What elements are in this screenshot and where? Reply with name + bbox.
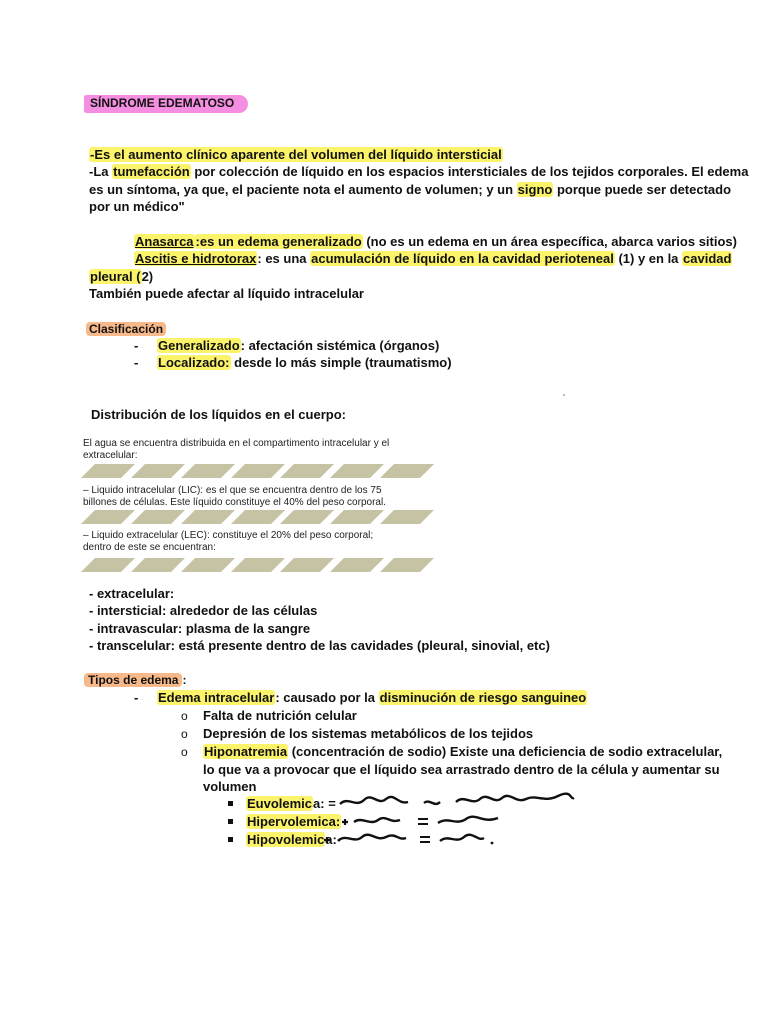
circle-bullet: o bbox=[181, 745, 188, 759]
intro-text: por colección de líquido en los espacios intersticiales de los tejidos corporales. El edema bbox=[190, 164, 749, 179]
title-highlight: SÍNDROME EDEMATOSO bbox=[84, 95, 248, 113]
hiponatremia-line-3: volumen bbox=[203, 779, 257, 794]
note-text: extracelular: bbox=[83, 450, 138, 461]
anasarca-note: (no es un edema en un área específica, abarca varios sitios) bbox=[362, 234, 737, 249]
clasificacion-item-generalizado-text bbox=[157, 337, 439, 355]
level-colon: : bbox=[332, 832, 337, 847]
square-bullet bbox=[228, 837, 233, 842]
dash-bullet: - bbox=[134, 338, 139, 353]
note-text: dentro de este se encuentran: bbox=[83, 542, 216, 553]
hiponatremia-line-1 bbox=[203, 743, 722, 761]
localizado-definition: desde lo más simple (traumatismo) bbox=[230, 355, 452, 370]
intro-text: porque puede ser detectado bbox=[553, 182, 732, 197]
term-signo: signo bbox=[517, 182, 553, 197]
hiponatremia-text: (concentración de sodio) Existe una deficiencia de sodio extracelular, bbox=[288, 744, 723, 759]
circle-bullet: o bbox=[181, 727, 188, 741]
term-cavidad: cavidad bbox=[683, 251, 732, 266]
decorative-stripe-divider bbox=[82, 464, 427, 478]
speck-dot bbox=[563, 394, 565, 396]
intro-text: -La bbox=[89, 164, 113, 179]
dash-bullet: - bbox=[134, 355, 139, 370]
square-bullet bbox=[228, 801, 233, 806]
sub-item: Depresión de los sistemas metabólicos de los tejidos bbox=[203, 726, 534, 741]
note-text: – Liquido extracelular (LEC): constituye el 20% del peso corporal; bbox=[83, 530, 374, 541]
generalizado-definition: : afectación sistémica (órganos) bbox=[240, 338, 440, 353]
note-text: billones de células. Este líquido constituye el 40% del peso corporal. bbox=[83, 497, 386, 508]
page-title bbox=[84, 94, 248, 112]
term-generalizado: Generalizado bbox=[158, 338, 240, 353]
term-euvolemica: Euvolemic bbox=[247, 796, 313, 811]
term-localizado: Localizado: bbox=[158, 355, 230, 370]
ascitis-text: : es una bbox=[257, 251, 311, 266]
tipos-colon: : bbox=[182, 673, 187, 687]
ascitis-definition: acumulación de líquido en la cavidad perioteneal bbox=[311, 251, 614, 266]
intro-definition: -Es el aumento clínico aparente del volumen del líquido intersticial bbox=[90, 147, 502, 162]
square-bullet bbox=[228, 819, 233, 824]
tipos-heading-text: Tipos de edema bbox=[84, 673, 182, 687]
term-edema-intracelular: Edema intracelular bbox=[158, 690, 275, 705]
sub-item: Falta de nutrición celular bbox=[203, 708, 357, 723]
clasificacion-heading bbox=[86, 320, 166, 338]
clasificacion-item-localizado bbox=[134, 354, 138, 372]
clasificacion-item-generalizado bbox=[134, 337, 138, 355]
distribucion-heading bbox=[91, 406, 346, 424]
decorative-stripe-divider bbox=[82, 510, 427, 524]
list-item: - intersticial: alrededor de las células bbox=[89, 603, 318, 618]
handwritten-scribble bbox=[320, 828, 500, 848]
decorative-stripe-divider bbox=[82, 558, 427, 572]
term-anasarca: Anasarca bbox=[135, 234, 194, 249]
term-hipervolemica: Hipervolemica: bbox=[247, 814, 341, 829]
note-text: – Liquido intracelular (LIC): es el que se encuentra dentro de los 75 bbox=[83, 485, 382, 496]
clasificacion-item-localizado-text bbox=[157, 354, 452, 372]
ascitis-text: 2) bbox=[141, 269, 154, 284]
ascitis-line bbox=[134, 250, 732, 268]
list-item: - intravascular: plasma de la sangre bbox=[89, 621, 311, 636]
ascitis-text: (1) y en la bbox=[614, 251, 683, 266]
intro-line-3 bbox=[89, 181, 731, 199]
anasarca-definition: :es un edema generalizado bbox=[195, 234, 362, 249]
circle-bullet: o bbox=[181, 709, 188, 723]
ascitis-line-2 bbox=[89, 268, 153, 286]
distribucion-note-2 bbox=[83, 485, 386, 509]
level-euvolemica bbox=[246, 795, 336, 813]
hiponatremia-line-2: lo que va a provocar que el líquido sea arrastrado dentro de la célula y aumentar su bbox=[203, 762, 720, 777]
anasarca-line bbox=[134, 233, 737, 251]
note-text: El agua se encuentra distribuida en el compartimento intracelular y el bbox=[83, 438, 390, 449]
dash-bullet: - bbox=[134, 690, 139, 705]
distribucion-note-3 bbox=[83, 530, 373, 554]
term-hipovolemica: Hipovolemic bbox=[247, 832, 325, 847]
edema-intracelular-dash bbox=[134, 689, 138, 707]
tipos-heading bbox=[84, 671, 186, 689]
term-pleural: pleural ( bbox=[90, 269, 141, 284]
edema-intracelular-line bbox=[157, 689, 587, 707]
list-item: - extracelular: bbox=[89, 586, 175, 601]
handwritten-scribble bbox=[338, 790, 578, 812]
list-item: - transcelular: está presente dentro de las cavidades (pleural, sinovial, etc) bbox=[89, 638, 550, 653]
intro-text: es un síntoma, ya que, el paciente nota el aumento de volumen; y un bbox=[89, 182, 517, 197]
handwritten-scribble bbox=[338, 810, 508, 830]
distribucion-note-1 bbox=[83, 438, 389, 462]
term-tumefaccion: tumefacción bbox=[113, 164, 190, 179]
edema-cause: disminución de riesgo sanguineo bbox=[379, 690, 587, 705]
intro-line-2 bbox=[89, 163, 748, 181]
tambien-text: También puede afectar al líquido intracelular bbox=[89, 286, 364, 301]
tambien-line bbox=[89, 285, 364, 303]
intro-text: por un médico" bbox=[89, 199, 185, 214]
distribucion-heading-text: Distribución de los líquidos en el cuerpo: bbox=[91, 407, 346, 422]
intro-line-4 bbox=[89, 198, 185, 216]
edema-text: : causado por la bbox=[275, 690, 379, 705]
level-tail: a bbox=[313, 796, 321, 811]
level-tail: a bbox=[325, 832, 333, 847]
term-ascitis: Ascitis e hidrotorax bbox=[135, 251, 257, 266]
intro-line-1 bbox=[89, 146, 503, 164]
term-hiponatremia: Hiponatremia bbox=[204, 744, 288, 759]
level-colon: : = bbox=[320, 796, 336, 811]
clasificacion-heading-text: Clasificación bbox=[86, 322, 166, 336]
